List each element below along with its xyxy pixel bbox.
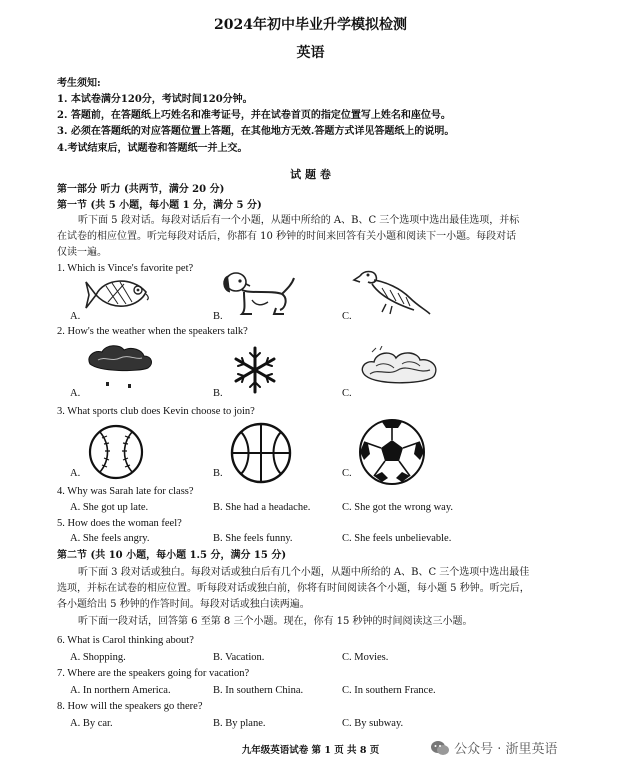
question-6: 6. What is Carol thinking about? — [57, 635, 194, 646]
option-c: C. Movies. — [342, 652, 389, 663]
snowflake-icon — [228, 345, 282, 395]
option-c: C. By subway. — [342, 718, 404, 729]
page-footer: 九年级英语试卷 第 1 页 共 8 页 — [241, 745, 380, 756]
section2-heading: 第二节 (共 10 小题，每小题 1.5 分，满分 15 分) — [57, 550, 287, 561]
cloud-icon — [358, 346, 442, 392]
notice-item: 4.考试结束后，试题卷和答题纸一并上交。 — [57, 143, 248, 154]
exam-title: 2024年初中毕业升学模拟检测 — [214, 17, 407, 33]
option-c-label: C. — [342, 311, 352, 322]
section1-instruction: 在试卷的相应位置。听完每段对话后，你都有 10 秒钟的时间来回答有关小题和阅读下一小题。每段对话 — [57, 231, 517, 242]
watermark-text: 公众号 · 浙里英语 — [454, 742, 558, 757]
section1-heading: 第一节 (共 5 小题，每小题 1 分，满分 5 分) — [57, 200, 262, 211]
option-a: A. She feels angry. — [70, 533, 150, 544]
question-8: 8. How will the speakers go there? — [57, 701, 203, 712]
section2-instruction: 选项，并标在试卷的相应位置。听每段对话或独白前，你将有时间阅读各个小题，每小题 5 秒钟。听完后， — [57, 583, 530, 594]
dog-icon — [222, 270, 298, 318]
option-a: A. Shopping. — [70, 652, 126, 663]
option-c-label: C. — [342, 468, 352, 479]
basketball-icon — [229, 422, 293, 484]
option-a: A. She got up late. — [70, 502, 149, 513]
subject-title: 英语 — [296, 45, 325, 61]
option-b-label: B. — [213, 311, 223, 322]
option-a-label: A. — [70, 388, 81, 399]
fish-icon — [84, 272, 158, 318]
option-b-label: B. — [213, 388, 223, 399]
question-7: 7. Where are the speakers going for vacation? — [57, 668, 250, 679]
baseball-icon — [88, 424, 144, 480]
watermark — [430, 738, 558, 757]
option-a-label: A. — [70, 468, 81, 479]
part1-heading: 第一部分 听力 (共两节，满分 20 分) — [57, 184, 225, 195]
option-b-label: B. — [213, 468, 223, 479]
option-c: C. In southern France. — [342, 685, 436, 696]
question-2: 2. How's the weather when the speakers talk? — [57, 326, 248, 337]
notice-item: 2. 答题前，在答题纸上巧姓名和准考证号，并在试卷首页的指定位置写上姓名和座位号。 — [57, 110, 451, 121]
option-b: B. She had a headache. — [213, 502, 311, 513]
wechat-icon — [430, 740, 450, 756]
option-b: B. She feels funny. — [213, 533, 293, 544]
option-a-label: A. — [70, 311, 81, 322]
question-1: 1. Which is Vince's favorite pet? — [57, 263, 194, 274]
section2-instruction: 各小题给出 5 秒钟的作答时间。每段对话或独白读两遍。 — [57, 599, 310, 610]
option-b: B. Vacation. — [213, 652, 265, 663]
notice-item: 3. 必须在答题纸的对应答题位置上答题，在其他地方无效.答题方式详见答题纸上的说明。 — [57, 126, 455, 137]
section2-instruction: 听下面一段对话，回答第 6 至第 8 三个小题。现在，你有 15 秒钟的时间阅读这三小题。 — [78, 616, 473, 627]
option-b: B. By plane. — [213, 718, 266, 729]
parrot-icon — [352, 268, 432, 318]
option-a: A. In northern America. — [70, 685, 171, 696]
question-5: 5. How does the woman feel? — [57, 518, 182, 529]
notice-heading: 考生须知: — [57, 78, 101, 89]
paper-title: 试 题 卷 — [290, 168, 331, 181]
question-4: 4. Why was Sarah late for class? — [57, 486, 194, 497]
option-b: B. In southern China. — [213, 685, 304, 696]
notice-item: 1. 本试卷满分120分，考试时间120分钟。 — [57, 94, 253, 105]
option-c: C. She feels unbelievable. — [342, 533, 452, 544]
rain-cloud-icon — [84, 342, 156, 394]
section1-instruction: 仅读一遍。 — [57, 247, 107, 258]
soccer-ball-icon — [358, 418, 426, 486]
section2-instruction: 听下面 3 段对话或独白。每段对话或独白后有几个小题，从题中所给的 A、B、C 三个选项中选出最佳 — [78, 567, 530, 578]
option-a: A. By car. — [70, 718, 113, 729]
option-c: C. She got the wrong way. — [342, 502, 454, 513]
option-c-label: C. — [342, 388, 352, 399]
question-3: 3. What sports club does Kevin choose to join? — [57, 406, 255, 417]
section1-instruction: 听下面 5 段对话。每段对话后有一个小题，从题中所给的 A、B、C 三个选项中选出最佳选项，并标 — [78, 215, 520, 226]
